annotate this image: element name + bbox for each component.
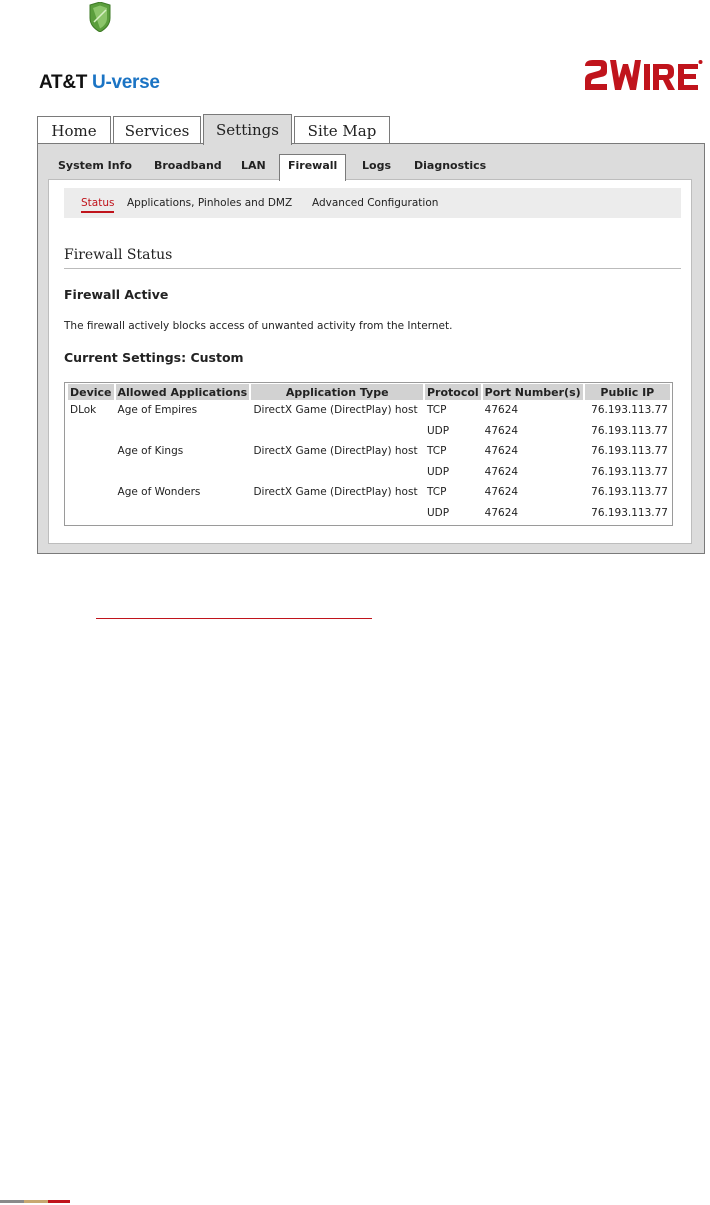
- col-public-ip: Public IP: [585, 384, 670, 400]
- tab-services[interactable]: Services: [113, 116, 201, 144]
- tab-settings[interactable]: Settings: [203, 114, 292, 145]
- cell-port: 47624: [484, 506, 519, 519]
- col-device: Device: [70, 385, 112, 399]
- att-uverse-logo: [39, 72, 160, 94]
- cell-application-type: [251, 421, 422, 442]
- tab-site-map[interactable]: Site Map: [294, 116, 390, 144]
- cell-application-type: DirectX Game (DirectPlay) host: [253, 404, 418, 417]
- att-logo-text: AT&T: [39, 72, 88, 93]
- cell-device: [68, 503, 114, 524]
- cell-device: DLok: [70, 404, 97, 417]
- cell-device: [68, 482, 114, 503]
- cell-protocol: TCP: [426, 404, 447, 417]
- cell-public-ip: 76.193.113.77: [591, 404, 668, 417]
- cell-protocol: TCP: [426, 486, 447, 499]
- table-row: [68, 503, 670, 524]
- firewall-content: [48, 179, 692, 544]
- cell-application: Age of Wonders: [117, 486, 201, 499]
- cell-application-type: [251, 503, 422, 524]
- cell-application-type: DirectX Game (DirectPlay) host: [253, 486, 418, 499]
- cell-application-type: [251, 462, 422, 483]
- subtab-firewall[interactable]: Firewall: [279, 154, 346, 181]
- table-row: [68, 421, 670, 442]
- cell-application: [116, 503, 250, 524]
- table-row: [68, 482, 670, 503]
- uverse-logo-text: U-verse: [92, 72, 160, 93]
- firewall-rules-table-box: [64, 382, 673, 526]
- subtab-lan[interactable]: LAN: [241, 159, 266, 172]
- cell-public-ip: 76.193.113.77: [591, 424, 668, 437]
- table-row: [68, 441, 670, 462]
- cell-application: Age of Empires: [117, 404, 198, 417]
- red-underline-link[interactable]: [96, 618, 372, 619]
- cell-port: 47624: [484, 465, 519, 478]
- cell-application: [116, 462, 250, 483]
- cell-device: [68, 441, 114, 462]
- firewall-active-heading: Firewall Active: [64, 287, 169, 302]
- footer-bar-tan: [24, 1200, 48, 1203]
- nav-applications-pinholes-dmz[interactable]: Applications, Pinholes and DMZ: [127, 197, 293, 209]
- firewall-nav: [64, 188, 681, 218]
- table-row: [68, 400, 670, 421]
- col-port-numbers: Port Number(s): [484, 385, 581, 399]
- footer-bar-red: [48, 1200, 70, 1203]
- subtab-broadband[interactable]: Broadband: [154, 159, 222, 172]
- settings-panel: [37, 143, 705, 554]
- table-header-row: [68, 384, 670, 400]
- cell-public-ip: 76.193.113.77: [591, 445, 668, 458]
- tab-home[interactable]: Home: [37, 116, 111, 144]
- cell-port: 47624: [484, 486, 519, 499]
- subtab-system-info[interactable]: System Info: [58, 159, 132, 172]
- footer-bar-gray: [0, 1200, 24, 1203]
- current-settings-heading: Current Settings: Custom: [64, 350, 244, 365]
- page-title: Firewall Status: [64, 247, 173, 263]
- section-divider: [64, 268, 681, 269]
- cell-port: 47624: [484, 404, 519, 417]
- nav-status[interactable]: Status: [81, 197, 114, 213]
- cell-protocol: UDP: [426, 465, 450, 478]
- cell-public-ip: 76.193.113.77: [591, 486, 668, 499]
- cell-public-ip: 76.193.113.77: [591, 506, 668, 519]
- cell-port: 47624: [484, 424, 519, 437]
- col-allowed-applications: Allowed Applications: [116, 384, 250, 400]
- cell-application: [116, 421, 250, 442]
- subtab-logs[interactable]: Logs: [362, 159, 391, 172]
- firewall-description: The firewall actively blocks access of unwanted activity from the Internet.: [64, 320, 453, 332]
- table-row: [68, 462, 670, 483]
- cell-public-ip: 76.193.113.77: [591, 465, 668, 478]
- cell-device: [68, 421, 114, 442]
- col-protocol: Protocol: [426, 385, 479, 399]
- cell-protocol: TCP: [426, 445, 447, 458]
- nav-advanced-configuration[interactable]: Advanced Configuration: [312, 197, 439, 209]
- col-application-type: Application Type: [251, 384, 422, 400]
- cell-application: Age of Kings: [117, 445, 184, 458]
- shield-icon: [88, 2, 112, 32]
- subtab-diagnostics[interactable]: Diagnostics: [414, 159, 487, 172]
- cell-port: 47624: [484, 445, 519, 458]
- cell-application-type: DirectX Game (DirectPlay) host: [253, 445, 418, 458]
- firewall-rules-table: [66, 384, 672, 523]
- cell-protocol: UDP: [426, 424, 450, 437]
- cell-device: [68, 462, 114, 483]
- cell-protocol: UDP: [426, 506, 450, 519]
- 2wire-logo: [583, 58, 703, 92]
